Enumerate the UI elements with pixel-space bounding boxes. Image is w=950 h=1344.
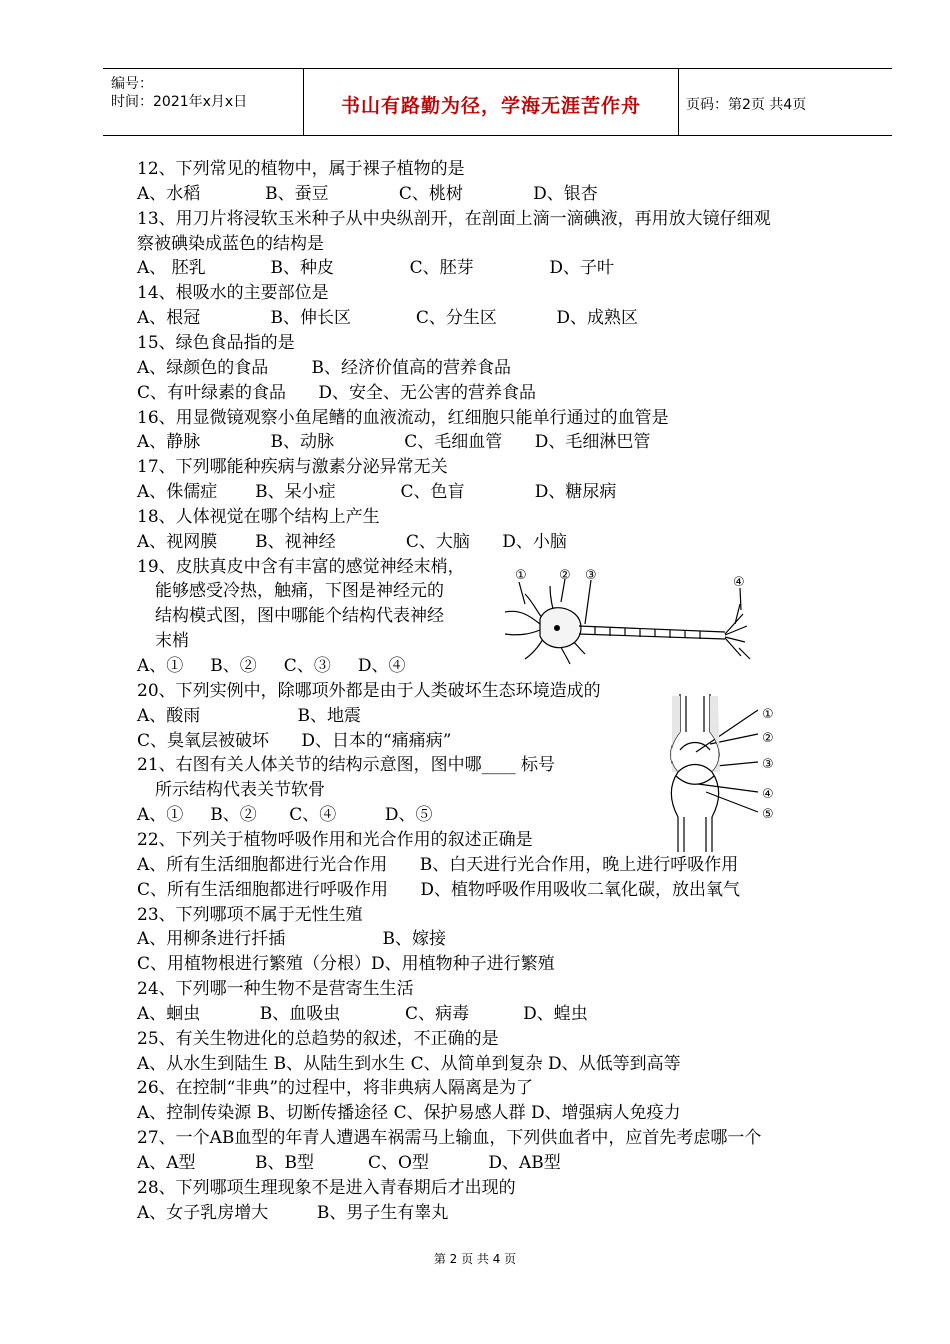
neuron-label-3: ③ [585,568,597,583]
document-header [103,68,892,136]
text-line: C、用植物根进行繁殖（分根）D、用植物种子进行繁殖 [137,954,555,975]
text-line: 14、根吸水的主要部位是 [137,283,329,304]
text-line: 17、下列哪能种疾病与激素分泌异常无关 [137,457,448,478]
neuron-label-4: ④ [733,575,745,590]
text-line: 27、一个AB血型的年青人遭遇车祸需马上输血，下列供血者中，应首先考虑哪一个 [137,1128,762,1149]
joint-label-2: ② [762,731,774,746]
joint-diagram [658,692,808,852]
text-line: 结构模式图，图中哪能个结构代表神经 [155,606,444,627]
text-line: 21、右图有关人体关节的结构示意图，图中哪____ 标号 [137,755,556,776]
text-line: A、用柳条进行扦插 B、嫁接 [137,929,447,950]
text-line: 23、下列哪项不属于无性生殖 [137,904,363,925]
text-line: 12、下列常见的植物中，属于裸子植物的是 [137,159,465,179]
text-line: A、视网膜 B、视神经 C、大脑 D、小脑 [137,531,567,552]
text-line: A、女子乳房增大 B、男子生有睾丸 [137,1202,449,1223]
text-line: 13、用刀片将浸软玉米种子从中央纵剖开，在剖面上滴一滴碘液，再用放大镜仔细观 [137,208,771,229]
text-line: A、静脉 B、动脉 C、毛细血管 D、毛细淋巴管 [137,432,651,453]
text-line: C、臭氧层被破坏 D、日本的“痛痛病” [137,730,452,751]
joint-label-5: ⑤ [762,807,774,822]
joint-label-3: ③ [762,757,774,772]
text-line: A、 胚乳 B、种皮 C、胚芽 D、子叶 [137,258,614,279]
neuron-label-2: ② [559,568,571,583]
text-line: A、A型 B、B型 C、O型 D、AB型 [137,1153,561,1173]
text-line: 16、用显微镜观察小鱼尾鳍的血液流动，红细胞只能单行通过的血管是 [137,407,669,428]
time-label: 时间：2021年x月x日 [111,94,248,110]
neuron-diagram [495,564,765,674]
text-line: 25、有关生物进化的总趋势的叙述，不正确的是 [137,1028,499,1049]
text-line: 26、在控制“非典”的过程中，将非典病人隔离是为了 [137,1078,534,1099]
page-label: 页码：第2页 共4页 [686,97,807,113]
text-line: C、有叶绿素的食品 D、安全、无公害的营养食品 [137,382,537,403]
text-line: 18、人体视觉在哪个结构上产生 [137,506,380,527]
text-line: A、从水生到陆生 B、从陆生到水生 C、从简单到复杂 D、从低等到高等 [137,1053,681,1074]
number-label: 编号： [111,76,153,92]
text-line: 19、皮肤真皮中含有丰富的感觉神经末梢， [137,556,465,577]
joint-label-1: ① [762,707,774,722]
text-line: A、酸雨 B、地震 [137,705,362,726]
header-page-cell [678,69,892,135]
header-meta-cell [103,69,303,135]
text-line: A、水稻 B、蚕豆 C、桃树 D、银杏 [137,183,598,204]
text-line: 所示结构代表关节软骨 [155,780,325,801]
text-line: 末梢 [155,631,189,652]
text-line: A、蛔虫 B、血吸虫 C、病毒 D、蝗虫 [137,1003,588,1024]
text-line: 24、下列哪一种生物不是营寄生生活 [137,979,414,1000]
text-line: A、根冠 B、伸长区 C、分生区 D、成熟区 [137,308,638,329]
text-line: A、① B、② C、④ D、⑤ [137,805,433,826]
text-line: 22、下列关于植物呼吸作用和光合作用的叙述正确是 [137,829,533,850]
neuron-label-1: ① [515,568,527,583]
text-line: 察被碘染成蓝色的结构是 [137,233,324,254]
text-line: A、控制传染源 B、切断传播途径 C、保护易感人群 D、增强病人免疫力 [137,1103,681,1124]
page-footer: 第 2 页 共 4 页 [433,1252,517,1266]
joint-label-4: ④ [762,787,774,802]
text-line: A、① B、② C、③ D、④ [137,656,406,676]
text-line: 28、下列哪项生理现象不是进入青春期后才出现的 [137,1177,516,1198]
text-line: A、所有生活细胞都进行光合作用 B、白天进行光合作用，晚上进行呼吸作用 [137,854,739,875]
text-line: 20、下列实例中，除哪项外都是由于人类破坏生态环境造成的 [137,680,601,701]
text-line: A、侏儒症 B、呆小症 C、色盲 D、糖尿病 [137,482,617,503]
text-line: 能够感受冷热，触痛，下图是神经元的 [155,581,444,602]
text-line: C、所有生活细胞都进行呼吸作用 D、植物呼吸作用吸收二氧化碳，放出氧气 [137,879,741,900]
motto: 书山有路勤为径，学海无涯苦作舟 [340,95,641,117]
text-line: 15、绿色食品指的是 [137,332,295,353]
text-line: A、绿颜色的食品 B、经济价值高的营养食品 [137,357,511,378]
header-motto-cell [303,69,679,135]
